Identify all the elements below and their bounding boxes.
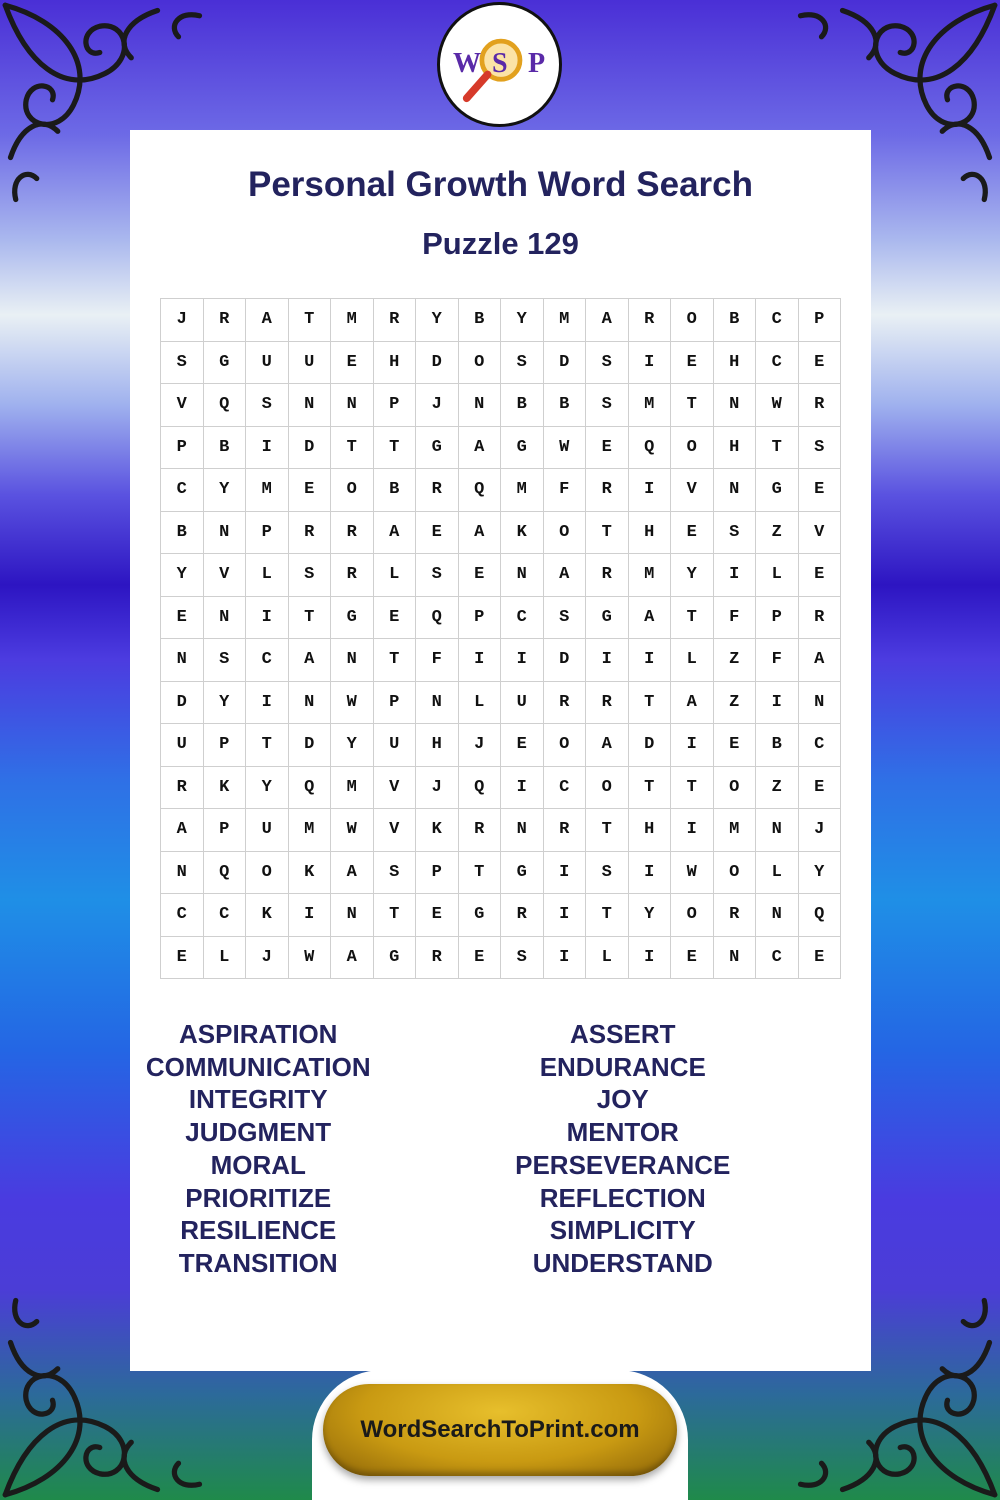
grid-cell[interactable]: E: [374, 597, 417, 640]
grid-cell[interactable]: F: [416, 639, 459, 682]
grid-cell[interactable]: T: [629, 682, 672, 725]
grid-cell[interactable]: B: [161, 512, 204, 555]
grid-cell[interactable]: E: [799, 342, 842, 385]
grid-cell[interactable]: N: [331, 894, 374, 937]
grid-cell[interactable]: P: [374, 682, 417, 725]
grid-cell[interactable]: S: [416, 554, 459, 597]
grid-cell[interactable]: Q: [459, 469, 502, 512]
grid-cell[interactable]: I: [501, 639, 544, 682]
grid-cell[interactable]: P: [459, 597, 502, 640]
grid-cell[interactable]: E: [289, 469, 332, 512]
grid-cell[interactable]: N: [714, 937, 757, 980]
website-link-button[interactable]: [323, 1384, 677, 1476]
grid-cell[interactable]: G: [374, 937, 417, 980]
grid-cell[interactable]: R: [416, 469, 459, 512]
grid-cell[interactable]: B: [501, 384, 544, 427]
grid-cell[interactable]: P: [246, 512, 289, 555]
grid-cell[interactable]: N: [161, 639, 204, 682]
grid-cell[interactable]: E: [799, 937, 842, 980]
grid-cell[interactable]: S: [714, 512, 757, 555]
grid-cell[interactable]: S: [586, 342, 629, 385]
grid-cell[interactable]: L: [586, 937, 629, 980]
grid-cell[interactable]: U: [246, 342, 289, 385]
grid-cell[interactable]: G: [459, 894, 502, 937]
grid-cell[interactable]: P: [204, 724, 247, 767]
grid-cell[interactable]: V: [204, 554, 247, 597]
grid-cell[interactable]: B: [204, 427, 247, 470]
grid-cell[interactable]: R: [586, 682, 629, 725]
word-list-item: INTEGRITY: [188, 1084, 328, 1115]
grid-cell[interactable]: M: [544, 299, 587, 342]
grid-cell[interactable]: T: [459, 852, 502, 895]
grid-cell[interactable]: C: [501, 597, 544, 640]
word-list-item: REFLECTION: [539, 1182, 706, 1213]
grid-cell[interactable]: A: [161, 809, 204, 852]
grid-cell[interactable]: E: [459, 554, 502, 597]
grid-cell[interactable]: S: [501, 937, 544, 980]
word-list: [130, 1018, 871, 1280]
grid-cell[interactable]: C: [756, 937, 799, 980]
grid-cell[interactable]: T: [374, 894, 417, 937]
word-list-item: MORAL: [210, 1149, 306, 1180]
grid-cell[interactable]: A: [671, 682, 714, 725]
grid-cell[interactable]: U: [374, 724, 417, 767]
grid-cell[interactable]: U: [246, 809, 289, 852]
grid-cell[interactable]: G: [501, 427, 544, 470]
grid-cell[interactable]: D: [629, 724, 672, 767]
grid-cell[interactable]: T: [246, 724, 289, 767]
grid-cell[interactable]: S: [204, 639, 247, 682]
grid-cell[interactable]: Q: [204, 852, 247, 895]
grid-cell[interactable]: E: [799, 469, 842, 512]
grid-cell[interactable]: N: [501, 554, 544, 597]
grid-cell[interactable]: J: [161, 299, 204, 342]
grid-cell[interactable]: I: [246, 682, 289, 725]
grid-cell[interactable]: H: [714, 342, 757, 385]
grid-cell[interactable]: E: [416, 512, 459, 555]
grid-cell[interactable]: A: [459, 512, 502, 555]
grid-cell[interactable]: S: [246, 384, 289, 427]
word-list-item: TRANSITION: [178, 1247, 338, 1278]
grid-cell[interactable]: E: [501, 724, 544, 767]
grid-cell[interactable]: N: [714, 384, 757, 427]
grid-cell[interactable]: O: [544, 512, 587, 555]
grid-cell[interactable]: J: [799, 809, 842, 852]
grid-cell[interactable]: P: [799, 299, 842, 342]
grid-cell[interactable]: E: [331, 342, 374, 385]
grid-cell[interactable]: T: [671, 597, 714, 640]
grid-cell[interactable]: Y: [501, 299, 544, 342]
grid-cell[interactable]: T: [331, 427, 374, 470]
grid-cell[interactable]: S: [161, 342, 204, 385]
grid-cell[interactable]: Q: [629, 427, 672, 470]
grid-cell[interactable]: K: [246, 894, 289, 937]
grid-cell[interactable]: J: [416, 384, 459, 427]
grid-cell[interactable]: C: [799, 724, 842, 767]
grid-cell[interactable]: C: [204, 894, 247, 937]
grid-cell[interactable]: O: [331, 469, 374, 512]
grid-cell[interactable]: V: [374, 809, 417, 852]
grid-cell[interactable]: H: [629, 512, 672, 555]
word-list-item: RESILIENCE: [180, 1215, 337, 1246]
grid-cell[interactable]: D: [544, 342, 587, 385]
grid-cell[interactable]: K: [416, 809, 459, 852]
grid-cell[interactable]: I: [756, 682, 799, 725]
grid-cell[interactable]: L: [671, 639, 714, 682]
grid-cell[interactable]: K: [289, 852, 332, 895]
grid-cell[interactable]: Q: [799, 894, 842, 937]
grid-cell[interactable]: Z: [756, 512, 799, 555]
grid-cell[interactable]: R: [331, 512, 374, 555]
grid-cell[interactable]: O: [586, 767, 629, 810]
grid-cell[interactable]: E: [416, 894, 459, 937]
grid-cell[interactable]: N: [331, 639, 374, 682]
grid-cell[interactable]: E: [714, 724, 757, 767]
grid-cell[interactable]: W: [289, 937, 332, 980]
grid-cell[interactable]: E: [671, 512, 714, 555]
grid-cell[interactable]: I: [246, 597, 289, 640]
grid-cell[interactable]: M: [331, 299, 374, 342]
grid-cell[interactable]: Y: [671, 554, 714, 597]
logo-letter-w: W: [453, 48, 481, 79]
grid-cell[interactable]: S: [289, 554, 332, 597]
grid-cell[interactable]: T: [586, 512, 629, 555]
grid-cell[interactable]: G: [331, 597, 374, 640]
grid-cell[interactable]: N: [459, 384, 502, 427]
grid-cell[interactable]: Q: [459, 767, 502, 810]
grid-cell[interactable]: B: [756, 724, 799, 767]
grid-cell[interactable]: O: [714, 767, 757, 810]
word-list-left: [73, 1018, 444, 1280]
grid-cell[interactable]: A: [459, 427, 502, 470]
grid-cell[interactable]: T: [586, 809, 629, 852]
grid-cell[interactable]: M: [501, 469, 544, 512]
grid-cell[interactable]: Y: [331, 724, 374, 767]
grid-cell[interactable]: T: [756, 427, 799, 470]
word-list-right: [438, 1018, 809, 1280]
grid-cell[interactable]: L: [756, 852, 799, 895]
grid-cell[interactable]: T: [671, 384, 714, 427]
grid-cell[interactable]: A: [331, 852, 374, 895]
grid-cell[interactable]: D: [161, 682, 204, 725]
grid-cell[interactable]: A: [586, 299, 629, 342]
grid-cell[interactable]: V: [374, 767, 417, 810]
grid-cell[interactable]: I: [501, 767, 544, 810]
word-list-item: JUDGMENT: [185, 1117, 332, 1148]
grid-cell[interactable]: R: [416, 937, 459, 980]
grid-cell[interactable]: N: [161, 852, 204, 895]
grid-cell[interactable]: S: [374, 852, 417, 895]
grid-cell[interactable]: H: [714, 427, 757, 470]
grid-cell[interactable]: Y: [416, 299, 459, 342]
grid-cell[interactable]: C: [246, 639, 289, 682]
grid-cell[interactable]: E: [459, 937, 502, 980]
grid-cell[interactable]: I: [629, 342, 672, 385]
puzzle-number: Puzzle 129: [422, 226, 579, 261]
grid-cell[interactable]: J: [246, 937, 289, 980]
grid-cell[interactable]: P: [161, 427, 204, 470]
grid-cell[interactable]: C: [544, 767, 587, 810]
grid-cell[interactable]: N: [204, 597, 247, 640]
grid-cell[interactable]: N: [416, 682, 459, 725]
grid-cell[interactable]: B: [374, 469, 417, 512]
grid-cell[interactable]: Y: [246, 767, 289, 810]
word-list-item: JOY: [596, 1084, 649, 1115]
grid-cell[interactable]: N: [331, 384, 374, 427]
grid-cell[interactable]: Q: [416, 597, 459, 640]
grid-cell[interactable]: I: [671, 724, 714, 767]
grid-cell[interactable]: D: [289, 724, 332, 767]
grid-cell[interactable]: M: [714, 809, 757, 852]
grid-cell[interactable]: N: [756, 894, 799, 937]
grid-cell[interactable]: G: [756, 469, 799, 512]
grid-cell[interactable]: E: [161, 937, 204, 980]
grid-cell[interactable]: N: [756, 809, 799, 852]
grid-cell[interactable]: L: [459, 682, 502, 725]
letter-grid: [160, 298, 841, 979]
grid-cell[interactable]: A: [629, 597, 672, 640]
grid-cell[interactable]: I: [246, 427, 289, 470]
word-list-item: SIMPLICITY: [549, 1215, 696, 1246]
grid-cell[interactable]: F: [756, 639, 799, 682]
grid-cell[interactable]: R: [629, 299, 672, 342]
grid-cell[interactable]: W: [331, 809, 374, 852]
grid-cell[interactable]: N: [289, 682, 332, 725]
grid-cell[interactable]: I: [544, 937, 587, 980]
grid-cell[interactable]: S: [586, 852, 629, 895]
site-logo[interactable]: [437, 2, 562, 127]
grid-cell[interactable]: R: [799, 384, 842, 427]
grid-cell[interactable]: Q: [289, 767, 332, 810]
grid-cell[interactable]: B: [544, 384, 587, 427]
grid-cell[interactable]: R: [331, 554, 374, 597]
grid-cell[interactable]: O: [671, 894, 714, 937]
grid-cell[interactable]: G: [501, 852, 544, 895]
grid-cell[interactable]: M: [246, 469, 289, 512]
grid-cell[interactable]: R: [459, 809, 502, 852]
grid-cell[interactable]: N: [501, 809, 544, 852]
grid-cell[interactable]: F: [714, 597, 757, 640]
grid-cell[interactable]: R: [544, 809, 587, 852]
grid-cell[interactable]: T: [374, 427, 417, 470]
grid-cell[interactable]: Z: [714, 682, 757, 725]
grid-cell[interactable]: U: [501, 682, 544, 725]
word-list-item: ASPIRATION: [179, 1019, 338, 1049]
grid-cell[interactable]: N: [289, 384, 332, 427]
word-list-item: UNDERSTAND: [532, 1247, 713, 1278]
grid-cell[interactable]: G: [416, 427, 459, 470]
grid-cell[interactable]: Z: [714, 639, 757, 682]
grid-cell[interactable]: U: [289, 342, 332, 385]
grid-cell[interactable]: M: [331, 767, 374, 810]
word-list-item: ENDURANCE: [539, 1051, 706, 1082]
grid-cell[interactable]: I: [671, 809, 714, 852]
grid-cell[interactable]: E: [671, 342, 714, 385]
grid-cell[interactable]: T: [629, 767, 672, 810]
word-list-item: COMMUNICATION: [145, 1051, 371, 1082]
grid-cell[interactable]: D: [544, 639, 587, 682]
grid-cell[interactable]: R: [799, 597, 842, 640]
word-list-item: PRIORITIZE: [185, 1182, 332, 1213]
grid-cell[interactable]: J: [459, 724, 502, 767]
grid-cell[interactable]: I: [544, 894, 587, 937]
grid-cell[interactable]: G: [586, 597, 629, 640]
grid-cell[interactable]: J: [416, 767, 459, 810]
grid-cell[interactable]: W: [756, 384, 799, 427]
grid-cell[interactable]: A: [799, 639, 842, 682]
website-link-label: WordSearchToPrint.com: [360, 1416, 640, 1443]
grid-cell[interactable]: B: [714, 299, 757, 342]
grid-cell[interactable]: D: [289, 427, 332, 470]
grid-cell[interactable]: P: [204, 809, 247, 852]
grid-cell[interactable]: A: [374, 512, 417, 555]
grid-cell[interactable]: S: [799, 427, 842, 470]
grid-cell[interactable]: O: [714, 852, 757, 895]
grid-cell[interactable]: I: [629, 852, 672, 895]
grid-cell[interactable]: R: [586, 469, 629, 512]
grid-cell[interactable]: Y: [161, 554, 204, 597]
grid-cell[interactable]: C: [161, 894, 204, 937]
grid-cell[interactable]: A: [246, 299, 289, 342]
grid-cell[interactable]: Q: [204, 384, 247, 427]
grid-cell[interactable]: W: [671, 852, 714, 895]
grid-cell[interactable]: R: [204, 299, 247, 342]
grid-cell[interactable]: C: [161, 469, 204, 512]
grid-cell[interactable]: Y: [629, 894, 672, 937]
grid-cell[interactable]: O: [459, 342, 502, 385]
grid-cell[interactable]: M: [629, 384, 672, 427]
grid-cell[interactable]: L: [246, 554, 289, 597]
grid-cell[interactable]: N: [714, 469, 757, 512]
grid-cell[interactable]: R: [544, 682, 587, 725]
grid-cell[interactable]: F: [544, 469, 587, 512]
grid-cell[interactable]: T: [289, 299, 332, 342]
grid-cell[interactable]: C: [756, 342, 799, 385]
word-list-item: MENTOR: [566, 1117, 679, 1148]
grid-cell[interactable]: G: [204, 342, 247, 385]
grid-cell[interactable]: R: [374, 299, 417, 342]
grid-cell[interactable]: A: [289, 639, 332, 682]
grid-cell[interactable]: I: [544, 852, 587, 895]
grid-cell[interactable]: W: [331, 682, 374, 725]
grid-cell[interactable]: M: [629, 554, 672, 597]
grid-cell[interactable]: O: [544, 724, 587, 767]
word-list-item: PERSEVERANCE: [515, 1149, 731, 1180]
grid-cell[interactable]: E: [586, 427, 629, 470]
grid-cell[interactable]: I: [629, 639, 672, 682]
grid-cell[interactable]: P: [756, 597, 799, 640]
grid-cell[interactable]: K: [204, 767, 247, 810]
grid-cell[interactable]: L: [374, 554, 417, 597]
page-title: Personal Growth Word Search: [247, 165, 754, 204]
grid-cell[interactable]: H: [374, 342, 417, 385]
grid-cell[interactable]: T: [289, 597, 332, 640]
grid-cell[interactable]: K: [501, 512, 544, 555]
grid-cell[interactable]: Y: [799, 852, 842, 895]
grid-cell[interactable]: A: [331, 937, 374, 980]
grid-cell[interactable]: E: [799, 554, 842, 597]
grid-cell[interactable]: V: [671, 469, 714, 512]
grid-cell[interactable]: V: [799, 512, 842, 555]
grid-cell[interactable]: V: [161, 384, 204, 427]
grid-cell[interactable]: W: [544, 427, 587, 470]
grid-cell[interactable]: B: [459, 299, 502, 342]
grid-cell[interactable]: H: [629, 809, 672, 852]
grid-cell[interactable]: O: [246, 852, 289, 895]
grid-cell[interactable]: N: [204, 512, 247, 555]
grid-cell[interactable]: L: [756, 554, 799, 597]
grid-cell[interactable]: I: [289, 894, 332, 937]
grid-cell[interactable]: S: [544, 597, 587, 640]
grid-cell[interactable]: R: [586, 554, 629, 597]
grid-cell[interactable]: E: [671, 937, 714, 980]
grid-cell[interactable]: T: [586, 894, 629, 937]
grid-cell[interactable]: E: [161, 597, 204, 640]
grid-cell[interactable]: A: [544, 554, 587, 597]
grid-cell[interactable]: R: [161, 767, 204, 810]
grid-cell[interactable]: I: [629, 937, 672, 980]
grid-cell[interactable]: I: [459, 639, 502, 682]
grid-cell[interactable]: I: [629, 469, 672, 512]
grid-cell[interactable]: N: [799, 682, 842, 725]
grid-cell[interactable]: M: [289, 809, 332, 852]
grid-cell[interactable]: S: [501, 342, 544, 385]
grid-cell[interactable]: U: [161, 724, 204, 767]
grid-cell[interactable]: O: [671, 427, 714, 470]
grid-cell[interactable]: R: [501, 894, 544, 937]
grid-cell[interactable]: R: [289, 512, 332, 555]
grid-cell[interactable]: Y: [204, 682, 247, 725]
grid-cell[interactable]: L: [204, 937, 247, 980]
grid-cell[interactable]: Z: [756, 767, 799, 810]
grid-cell[interactable]: O: [671, 299, 714, 342]
grid-cell[interactable]: H: [416, 724, 459, 767]
grid-cell[interactable]: C: [756, 299, 799, 342]
grid-cell[interactable]: T: [374, 639, 417, 682]
grid-cell[interactable]: P: [416, 852, 459, 895]
grid-cell[interactable]: T: [671, 767, 714, 810]
grid-cell[interactable]: A: [586, 724, 629, 767]
grid-cell[interactable]: E: [799, 767, 842, 810]
grid-cell[interactable]: S: [586, 384, 629, 427]
logo-letter-p: P: [528, 48, 546, 79]
grid-cell[interactable]: R: [714, 894, 757, 937]
grid-cell[interactable]: Y: [204, 469, 247, 512]
grid-cell[interactable]: D: [416, 342, 459, 385]
grid-cell[interactable]: I: [714, 554, 757, 597]
word-list-item: ASSERT: [570, 1019, 676, 1049]
puzzle-sheet: [130, 130, 871, 1371]
grid-cell[interactable]: I: [586, 639, 629, 682]
logo-letter-s: S: [492, 48, 508, 79]
grid-cell[interactable]: P: [374, 384, 417, 427]
